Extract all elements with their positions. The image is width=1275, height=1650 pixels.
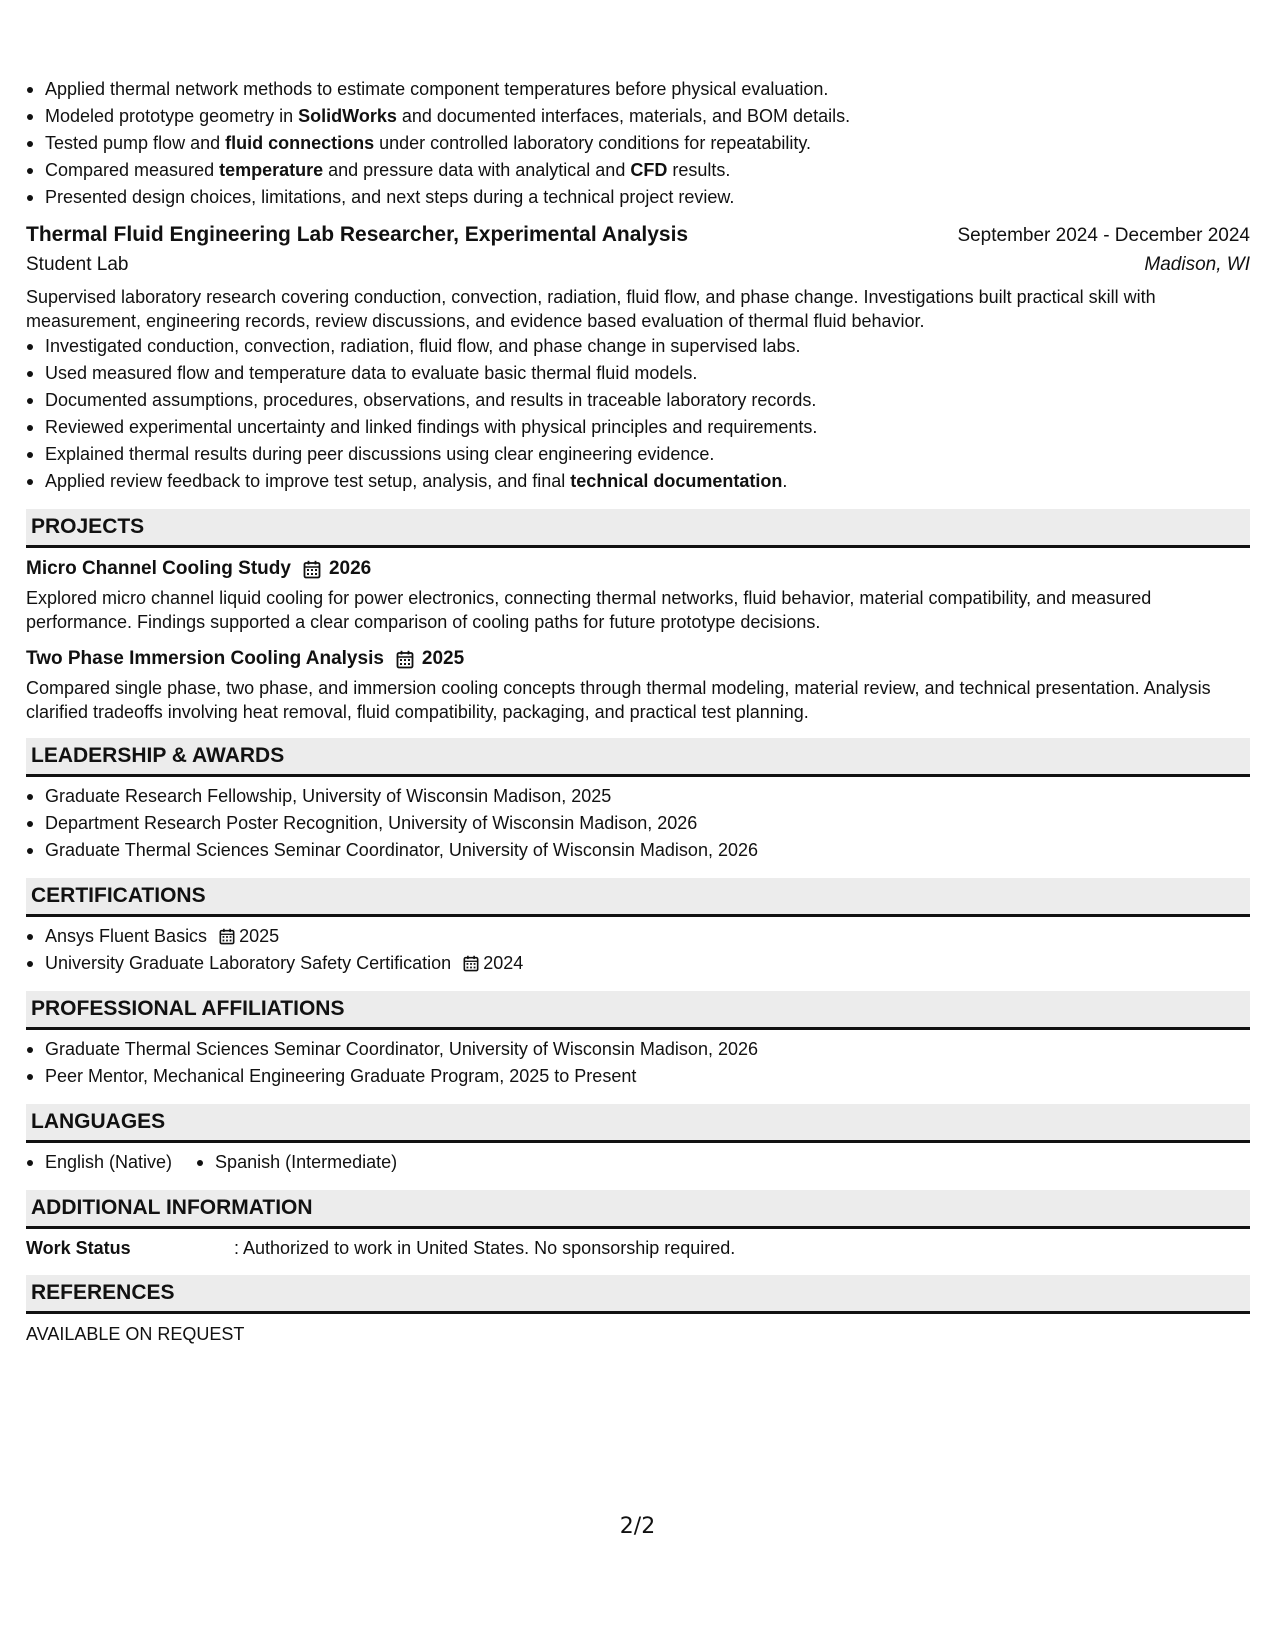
section-heading-leadership: LEADERSHIP & AWARDS xyxy=(26,738,1250,777)
previous-role-bullets xyxy=(26,76,1250,211)
section-heading-projects: PROJECTS xyxy=(26,509,1250,548)
certifications-list xyxy=(26,923,1250,977)
role-dates: September 2024 - December 2024 xyxy=(957,225,1250,246)
project-description: Compared single phase, two phase, and immersion cooling concepts through thermal modeling, material review, and technical presentation. Analysis clarified tradeoffs involving heat removal, fluid compatibility, packaging, and practical test planning. xyxy=(26,678,1211,722)
affiliations-list xyxy=(26,1036,1250,1090)
calendar-icon xyxy=(396,650,414,669)
project-title: Micro Channel Cooling Study xyxy=(26,558,291,579)
calendar-icon xyxy=(219,928,235,945)
list-item: Department Research Poster Recognition, University of Wisconsin Madison, 2026 xyxy=(26,810,1250,837)
calendar-icon xyxy=(463,955,479,972)
work-status-label: Work Status xyxy=(26,1238,131,1258)
list-item: Investigated conduction, convection, radiation, fluid flow, and phase change in supervised labs. xyxy=(26,333,1250,360)
list-item: Reviewed experimental uncertainty and linked findings with physical principles and requirements. xyxy=(26,414,1250,441)
page-number: 2/2 xyxy=(619,1514,656,1539)
list-item: Applied thermal network methods to estimate component temperatures before physical evaluation. xyxy=(26,76,1250,103)
work-status-value: : Authorized to work in United States. No sponsorship required. xyxy=(234,1238,736,1258)
list-item xyxy=(26,950,1250,977)
calendar-icon xyxy=(303,560,321,579)
role-location: Madison, WI xyxy=(1144,254,1250,275)
project-title: Two Phase Immersion Cooling Analysis xyxy=(26,648,384,669)
leadership-list xyxy=(26,783,1250,864)
languages-list xyxy=(26,1149,1250,1176)
section-heading-certifications: CERTIFICATIONS xyxy=(26,878,1250,917)
work-status-row xyxy=(26,1235,1250,1261)
role-header xyxy=(26,223,1250,247)
list-item: Graduate Thermal Sciences Seminar Coordinator, University of Wisconsin Madison, 2026 xyxy=(26,837,1250,864)
section-heading-references: REFERENCES xyxy=(26,1275,1250,1314)
section-heading-additional-info: ADDITIONAL INFORMATION xyxy=(26,1190,1250,1229)
role-title: Thermal Fluid Engineering Lab Researcher, Experimental Analysis xyxy=(26,223,689,246)
role-summary: Supervised laboratory research covering conduction, convection, radiation, fluid flow, and phase change. Investigations built practical skill with measurement, engineering records, review discussions, and evidence based evaluation of thermal fluid behavior. xyxy=(26,287,1156,331)
role-bullets xyxy=(26,333,1250,495)
references-text: AVAILABLE ON REQUEST xyxy=(26,1324,245,1344)
list-item: Documented assumptions, procedures, observations, and results in traceable laboratory records. xyxy=(26,387,1250,414)
list-item: Explained thermal results during peer discussions using clear engineering evidence. xyxy=(26,441,1250,468)
list-item: Used measured flow and temperature data to evaluate basic thermal fluid models. xyxy=(26,360,1250,387)
list-item: English (Native) xyxy=(26,1149,172,1176)
project-header xyxy=(26,648,1250,670)
role-organization: Student Lab xyxy=(26,254,129,275)
project-year: 2026 xyxy=(328,558,372,579)
certification-name: University Graduate Laboratory Safety Certification xyxy=(45,953,452,973)
certification-year: 2024 xyxy=(483,953,524,973)
list-item xyxy=(26,923,1250,950)
list-item: Peer Mentor, Mechanical Engineering Graduate Program, 2025 to Present xyxy=(26,1063,1250,1090)
resume-page xyxy=(26,76,1250,1345)
project-header xyxy=(26,558,1250,580)
list-item: Spanish (Intermediate) xyxy=(196,1149,397,1176)
certification-year: 2025 xyxy=(239,926,280,946)
list-item: Tested pump flow and fluid connections under controlled laboratory conditions for repeatability. xyxy=(26,130,1250,157)
list-item: Graduate Thermal Sciences Seminar Coordinator, University of Wisconsin Madison, 2026 xyxy=(26,1036,1250,1063)
list-item: Graduate Research Fellowship, University of Wisconsin Madison, 2025 xyxy=(26,783,1250,810)
section-heading-affiliations: PROFESSIONAL AFFILIATIONS xyxy=(26,991,1250,1030)
section-heading-languages: LANGUAGES xyxy=(26,1104,1250,1143)
list-item: Modeled prototype geometry in SolidWorks and documented interfaces, materials, and BOM details. xyxy=(26,103,1250,130)
project-year: 2025 xyxy=(421,648,465,669)
list-item: Presented design choices, limitations, and next steps during a technical project review. xyxy=(26,184,1250,211)
role-subheader xyxy=(26,254,1250,276)
certification-name: Ansys Fluent Basics xyxy=(45,926,208,946)
list-item: Applied review feedback to improve test setup, analysis, and final technical documentation. xyxy=(26,468,1250,495)
list-item: Compared measured temperature and pressure data with analytical and CFD results. xyxy=(26,157,1250,184)
project-description: Explored micro channel liquid cooling for power electronics, connecting thermal networks, fluid behavior, material compatibility, and measured performance. Findings supported a clear comparison of cooling paths for future prototype decisions. xyxy=(26,588,1152,632)
